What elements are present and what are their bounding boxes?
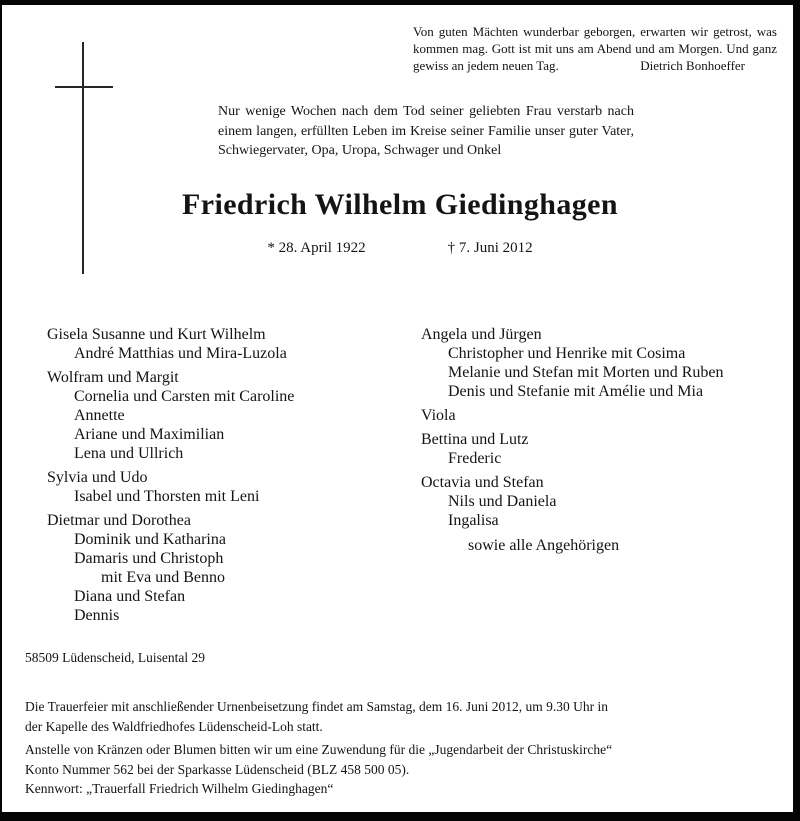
mourner-head: Gisela Susanne und Kurt Wilhelm bbox=[47, 326, 266, 343]
mourner-group bbox=[421, 406, 781, 425]
deceased-name: Friedrich Wilhelm Giedinghagen bbox=[182, 188, 618, 221]
memorial-quote bbox=[413, 23, 777, 74]
mourner-group bbox=[47, 468, 397, 506]
mourner-head: Dietmar und Dorothea bbox=[47, 512, 191, 529]
mourner-child: Lena und Ullrich bbox=[74, 445, 184, 462]
death-date: † 7. Juni 2012 bbox=[447, 240, 533, 256]
mourner-group bbox=[47, 368, 397, 463]
mourner-head: Angela und Jürgen bbox=[421, 326, 542, 343]
mourner-child: mit Eva und Benno bbox=[101, 569, 225, 586]
birth-date: * 28. April 1922 bbox=[267, 240, 366, 256]
scan-border-bottom bbox=[0, 812, 800, 821]
mourner-child: Melanie und Stefan mit Morten und Ruben bbox=[448, 364, 724, 381]
mourner-child: Isabel und Thorsten mit Leni bbox=[74, 488, 260, 505]
mourner-child: Dennis bbox=[74, 607, 120, 624]
mourner-group bbox=[421, 430, 781, 468]
intro-text: Nur wenige Wochen nach dem Tod seiner geliebten Frau verstarb nach einem langen, erfüllten Leben im Kreise seiner Familie unser guter Vater, Schwiegervater, Opa, Uropa, Schwager und Onkel bbox=[218, 104, 634, 158]
mourner-head: Bettina und Lutz bbox=[421, 431, 529, 448]
quote-text: Von guten Mächten wunderbar geborgen, erwarten wir getrost, was kommen mag. Gott ist mit uns am Abend und am Morgen. Und ganz gewiss an jedem neuen Tag. bbox=[413, 24, 777, 73]
donation-line: Anstelle von Kränzen oder Blumen bitten wir um eine Zuwendung für die „Jugendarbeit der Christuskirche“ bbox=[25, 742, 613, 757]
mourner-child: Nils und Daniela bbox=[448, 493, 557, 510]
donation-line: Kennwort: „Trauerfall Friedrich Wilhelm Giedinghagen“ bbox=[25, 781, 334, 796]
mourner-child: Denis und Stefanie mit Amélie und Mia bbox=[448, 383, 704, 400]
address-line: 58509 Lüdenscheid, Luisental 29 bbox=[25, 650, 205, 665]
mourners-left-column bbox=[47, 325, 397, 630]
mourner-child: Frederic bbox=[448, 450, 502, 467]
mourner-child: Cornelia und Carsten mit Caroline bbox=[74, 388, 295, 405]
donation-details bbox=[25, 740, 725, 799]
scan-border-left bbox=[0, 0, 2, 821]
mourner-child: Diana und Stefan bbox=[74, 588, 186, 605]
life-dates bbox=[55, 240, 745, 257]
mourner-head: Viola bbox=[421, 407, 456, 424]
scan-border-right bbox=[793, 0, 800, 821]
funeral-details: Die Trauerfeier mit anschließender Urnenbeisetzung findet am Samstag, dem 16. Juni 2012, um 9.30 Uhr in der Kapelle des Waldfriedhofes Lüdenscheid-Loh statt. bbox=[25, 699, 608, 734]
quote-attribution: Dietrich Bonhoeffer bbox=[640, 58, 745, 73]
mourner-head: Sylvia und Udo bbox=[47, 469, 148, 486]
scan-border-top bbox=[0, 0, 800, 5]
mourner-child: Dominik und Katharina bbox=[74, 531, 226, 548]
mourners-right-column bbox=[421, 325, 781, 555]
mourner-group bbox=[421, 473, 781, 530]
mourner-group bbox=[47, 511, 397, 625]
mourner-child: Damaris und Christoph bbox=[74, 550, 224, 567]
mourner-child: Ariane und Maximilian bbox=[74, 426, 225, 443]
mourner-child: Christopher und Henrike mit Cosima bbox=[448, 345, 686, 362]
donation-line: Konto Nummer 562 bei der Sparkasse Lüdenscheid (BLZ 458 500 05). bbox=[25, 761, 410, 777]
mourner-child: André Matthias und Mira-Luzola bbox=[74, 345, 287, 362]
mourner-head: Octavia und Stefan bbox=[421, 474, 544, 491]
mourner-group bbox=[421, 325, 781, 401]
mourner-child: Annette bbox=[74, 407, 125, 424]
mourner-child: Ingalisa bbox=[448, 512, 499, 529]
closing-line: sowie alle Angehörigen bbox=[468, 537, 620, 554]
mourner-group bbox=[47, 325, 397, 363]
mourner-head: Wolfram und Margit bbox=[47, 369, 179, 386]
cross-horizontal-bar bbox=[55, 86, 113, 88]
